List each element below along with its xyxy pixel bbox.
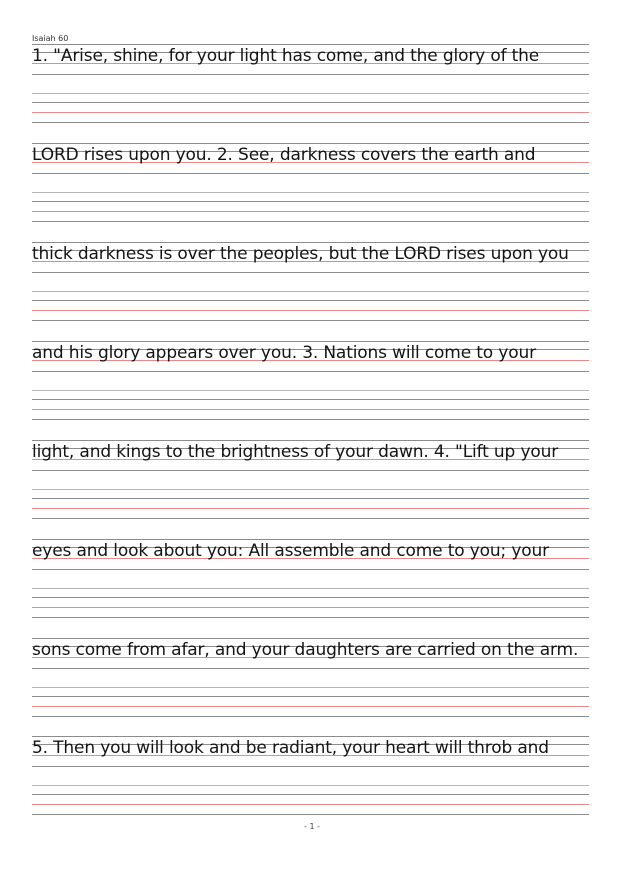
rule [32, 93, 589, 94]
writing-block [32, 242, 589, 334]
rule [32, 518, 589, 519]
rule-red [32, 607, 589, 608]
rule [32, 814, 589, 815]
practice-text-line: 5. Then you will look and be radiant, your heart will throb and [32, 738, 549, 758]
writing-block [32, 638, 589, 730]
rule [32, 272, 589, 273]
rule-red [32, 112, 589, 113]
writing-block [32, 440, 589, 532]
writing-block [32, 143, 589, 235]
rule [32, 716, 589, 717]
rule [32, 419, 589, 420]
rule-red [32, 508, 589, 509]
rule [32, 291, 589, 292]
rule-red [32, 706, 589, 707]
rule [32, 201, 589, 202]
rule [32, 794, 589, 795]
practice-text-line: LORD rises upon you. 2. See, darkness covers the earth and [32, 145, 536, 165]
rule [32, 785, 589, 786]
rule-red [32, 804, 589, 805]
rule-red [32, 409, 589, 410]
rule [32, 399, 589, 400]
page-number: - 1 - [304, 822, 320, 831]
rule-red [32, 310, 589, 311]
page-header-title: Isaiah 60 [32, 34, 69, 43]
rule [32, 588, 589, 589]
writing-block [32, 341, 589, 433]
rule [32, 687, 589, 688]
rule-red [32, 211, 589, 212]
rule [32, 766, 589, 767]
rule [32, 489, 589, 490]
rule [32, 173, 589, 174]
writing-block [32, 44, 589, 136]
rule [32, 102, 589, 103]
rule [32, 597, 589, 598]
rule [32, 221, 589, 222]
rule [32, 122, 589, 123]
practice-text-line: 1. "Arise, shine, for your light has come, and the glory of the [32, 46, 540, 66]
rule [32, 390, 589, 391]
practice-text-line: and his glory appears over you. 3. Nations will come to your [32, 343, 536, 363]
practice-text-line: sons come from afar, and your daughters are carried on the arm. [32, 640, 579, 660]
writing-block [32, 539, 589, 631]
rule [32, 320, 589, 321]
rule [32, 74, 589, 75]
writing-block [32, 736, 589, 828]
rule [32, 696, 589, 697]
rule [32, 498, 589, 499]
rule [32, 371, 589, 372]
rule [32, 300, 589, 301]
practice-text-line: eyes and look about you: All assemble and come to you; your [32, 541, 549, 561]
rule [32, 617, 589, 618]
rule [32, 470, 589, 471]
rule [32, 569, 589, 570]
practice-text-line: thick darkness is over the peoples, but the LORD rises upon you [32, 244, 569, 264]
practice-text-line: light, and kings to the brightness of your dawn. 4. "Lift up your [32, 442, 559, 462]
rule [32, 668, 589, 669]
rule [32, 192, 589, 193]
